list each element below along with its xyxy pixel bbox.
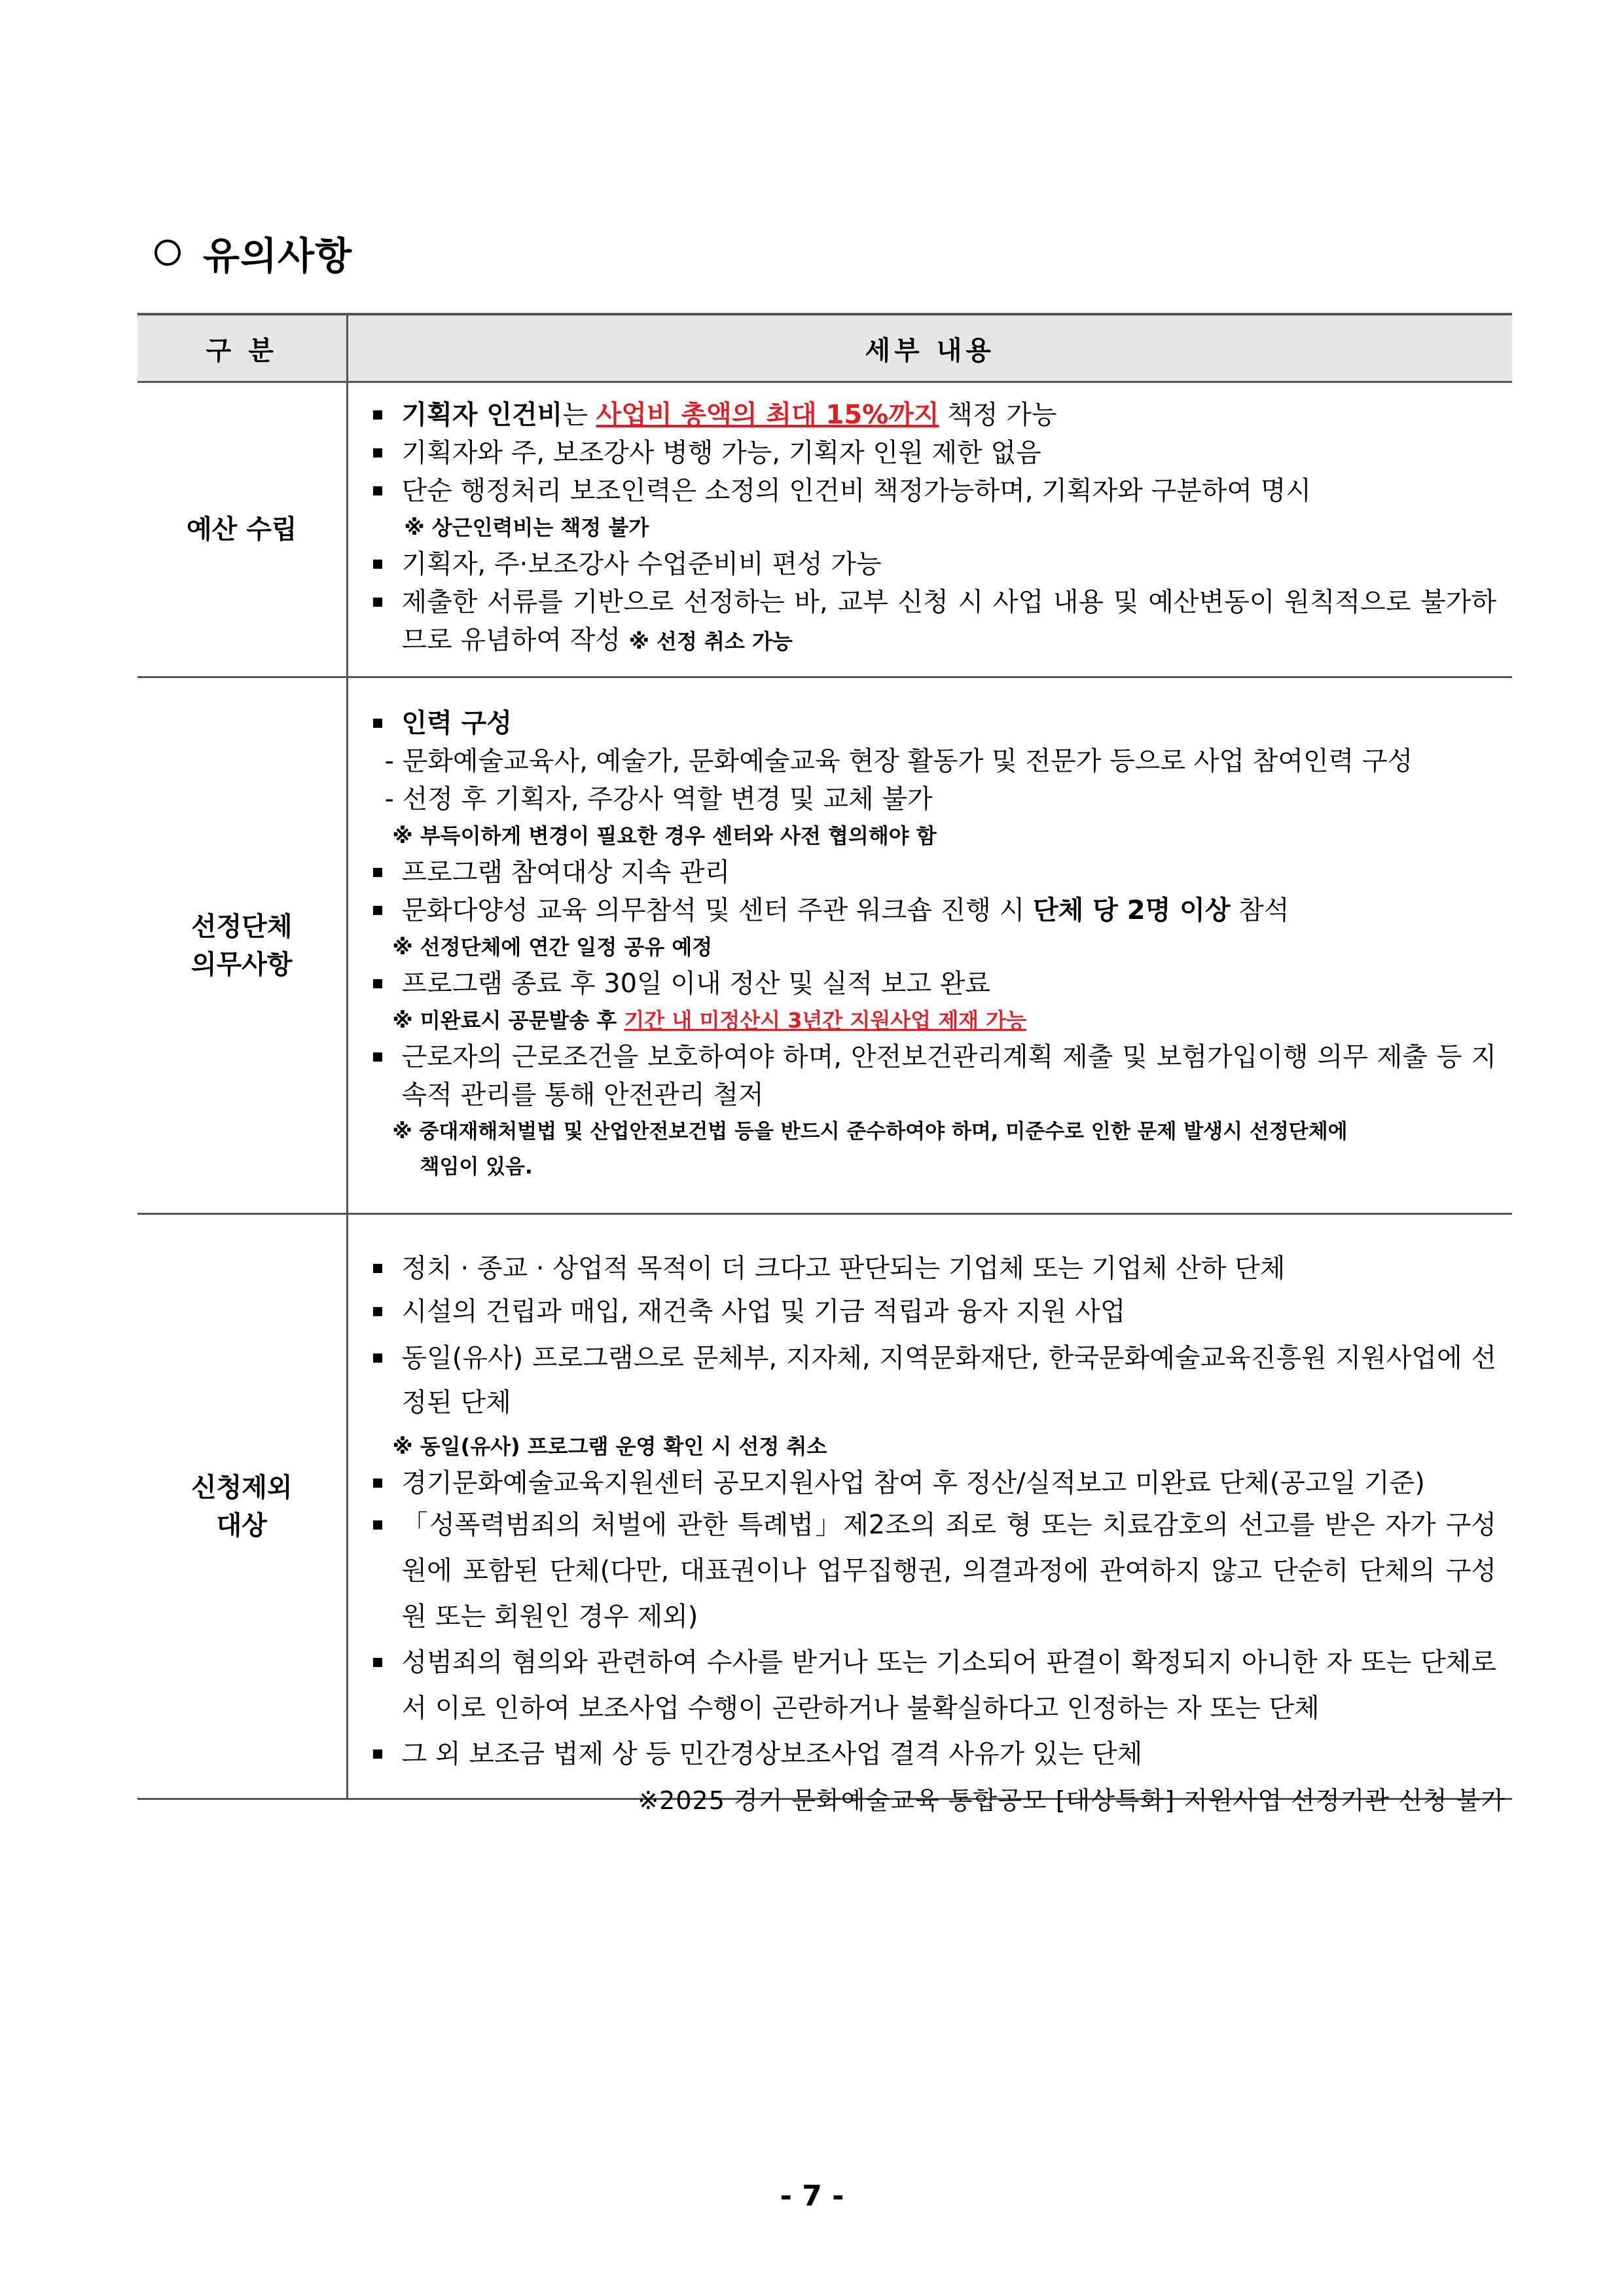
- square-bullet-icon: [373, 1307, 382, 1316]
- list-item: 「성폭력범죄의 처벌에 관한 특례법」제2조의 죄로 형 또는 치료감호의 선고를 받은 자가 구성원에 포함된 단체(다만, 대표권이나 업무집행권, 의결과정에 관여하지 않고 단순히 단체의 구성원 또는 회원인 경우 제외): [372, 1502, 1497, 1640]
- list-item: 근로자의 근로조건을 보호하여야 하며, 안전보건관리계획 제출 및 보험가입이행 의무 제출 등 지속적 관리를 통해 안전관리 철저: [372, 1038, 1497, 1114]
- category-excluded: 신청제외 대상: [137, 1214, 347, 1799]
- list-item: 인력 구성: [372, 704, 1497, 742]
- details-duties: [347, 677, 1512, 1214]
- section-title: 유의사항: [154, 225, 352, 280]
- list-item: 정치 · 종교 · 상업적 목적이 더 크다고 판단되는 기업체 또는 기업체 산하 단체: [372, 1249, 1497, 1287]
- square-bullet-icon: [373, 906, 382, 915]
- square-bullet-icon: [373, 486, 382, 495]
- square-bullet-icon: [373, 560, 382, 569]
- square-bullet-icon: [373, 1658, 382, 1667]
- list-item: 성범죄의 혐의와 관련하여 수사를 받거나 또는 기소되어 판결이 확정되지 아니한 자 또는 단체로서 이로 인하여 보조사업 수행이 곤란하거나 불확실하다고 인정하는 자 또는 단체: [372, 1640, 1497, 1731]
- circle-bullet-icon: [154, 240, 181, 266]
- note: ※ 선정단체에 연간 일정 공유 예정: [392, 934, 713, 960]
- list-item: 경기문화예술교육지원센터 공모지원사업 참여 후 정산/실적보고 미완료 단체(공고일 기준): [372, 1464, 1497, 1502]
- category-duties: 선정단체 의무사항: [137, 677, 347, 1214]
- square-bullet-icon: [373, 1354, 382, 1363]
- list-item: 단순 행정처리 보조인력은 소정의 인건비 책정가능하며, 기획자와 구분하여 명시: [372, 472, 1497, 510]
- list-item: 기획자와 주, 보조강사 병행 가능, 기획자 인원 제한 없음: [372, 434, 1497, 472]
- square-bullet-icon: [373, 719, 382, 728]
- list-item: 프로그램 종료 후 30일 이내 정산 및 실적 보고 완료: [372, 965, 1497, 1003]
- footnote: ※2025 경기 문화예술교육 통합공모 [대상특화] 지원사업 선정기관 신청 불가: [638, 1786, 1506, 1815]
- table-header-row: [137, 314, 1512, 382]
- header-details: 세부 내용: [347, 314, 1512, 382]
- details-budget: [347, 382, 1512, 677]
- sub-item: - 문화예술교육사, 예술가, 문화예술교육 현장 활동가 및 전문가 등으로 사업 참여인력 구성: [384, 745, 1413, 776]
- category-budget: 예산 수립: [137, 382, 347, 677]
- page-number: - 7 -: [780, 2179, 844, 2213]
- note-continuation: 책임이 있음.: [420, 1155, 533, 1179]
- note: ※ 중대재해처벌법 및 산업안전보건법 등을 반드시 준수하여야 하며, 미준수로 인한 문제 발생시 선정단체에: [392, 1119, 1348, 1143]
- square-bullet-icon: [373, 1520, 382, 1530]
- square-bullet-icon: [373, 598, 382, 607]
- table-row-excluded: [137, 1214, 1512, 1799]
- list-item: 기획자 인건비는 사업비 총액의 최대 15%까지 책정 가능: [372, 396, 1497, 434]
- details-excluded: [347, 1214, 1512, 1799]
- list-item: 시설의 건립과 매입, 재건축 사업 및 기금 적립과 융자 지원 사업: [372, 1293, 1497, 1331]
- list-item: 그 외 보조금 법제 상 등 민간경상보조사업 결격 사유가 있는 단체: [372, 1731, 1497, 1777]
- square-bullet-icon: [373, 1052, 382, 1062]
- header-category: 구 분: [137, 314, 347, 382]
- square-bullet-icon: [373, 868, 382, 877]
- note: ※ 상근인력비는 책정 불가: [404, 515, 649, 540]
- note: ※ 부득이하게 변경이 필요한 경우 센터와 사전 협의해야 함: [392, 823, 937, 848]
- square-bullet-icon: [373, 448, 382, 457]
- note: ※ 동일(유사) 프로그램 운영 확인 시 선정 취소: [392, 1433, 827, 1459]
- square-bullet-icon: [373, 1264, 382, 1273]
- list-item: 제출한 서류를 기반으로 선정하는 바, 교부 신청 시 사업 내용 및 예산변동이 원칙적으로 불가하므로 유념하여 작성 ※ 선정 취소 가능: [372, 583, 1497, 660]
- table-row-duties: [137, 677, 1512, 1214]
- square-bullet-icon: [373, 1479, 382, 1488]
- square-bullet-icon: [373, 979, 382, 988]
- list-item: 기획자, 주·보조강사 수업준비비 편성 가능: [372, 545, 1497, 583]
- notice-table: [137, 313, 1512, 1800]
- table-row-budget: [137, 382, 1512, 677]
- note: ※ 미완료시 공문발송 후 기간 내 미정산시 3년간 지원사업 제재 가능: [392, 1007, 1027, 1033]
- list-item: 프로그램 참여대상 지속 관리: [372, 853, 1497, 891]
- square-bullet-icon: [373, 1749, 382, 1759]
- list-item: 동일(유사) 프로그램으로 문체부, 지자체, 지역문화재단, 한국문화예술교육진흥원 지원사업에 선정된 단체: [372, 1336, 1497, 1425]
- square-bullet-icon: [373, 410, 382, 420]
- sub-item: - 선정 후 기획자, 주강사 역할 변경 및 교체 불가: [384, 783, 933, 814]
- list-item: 문화다양성 교육 의무참석 및 센터 주관 워크숍 진행 시 단체 당 2명 이상 참석: [372, 891, 1497, 929]
